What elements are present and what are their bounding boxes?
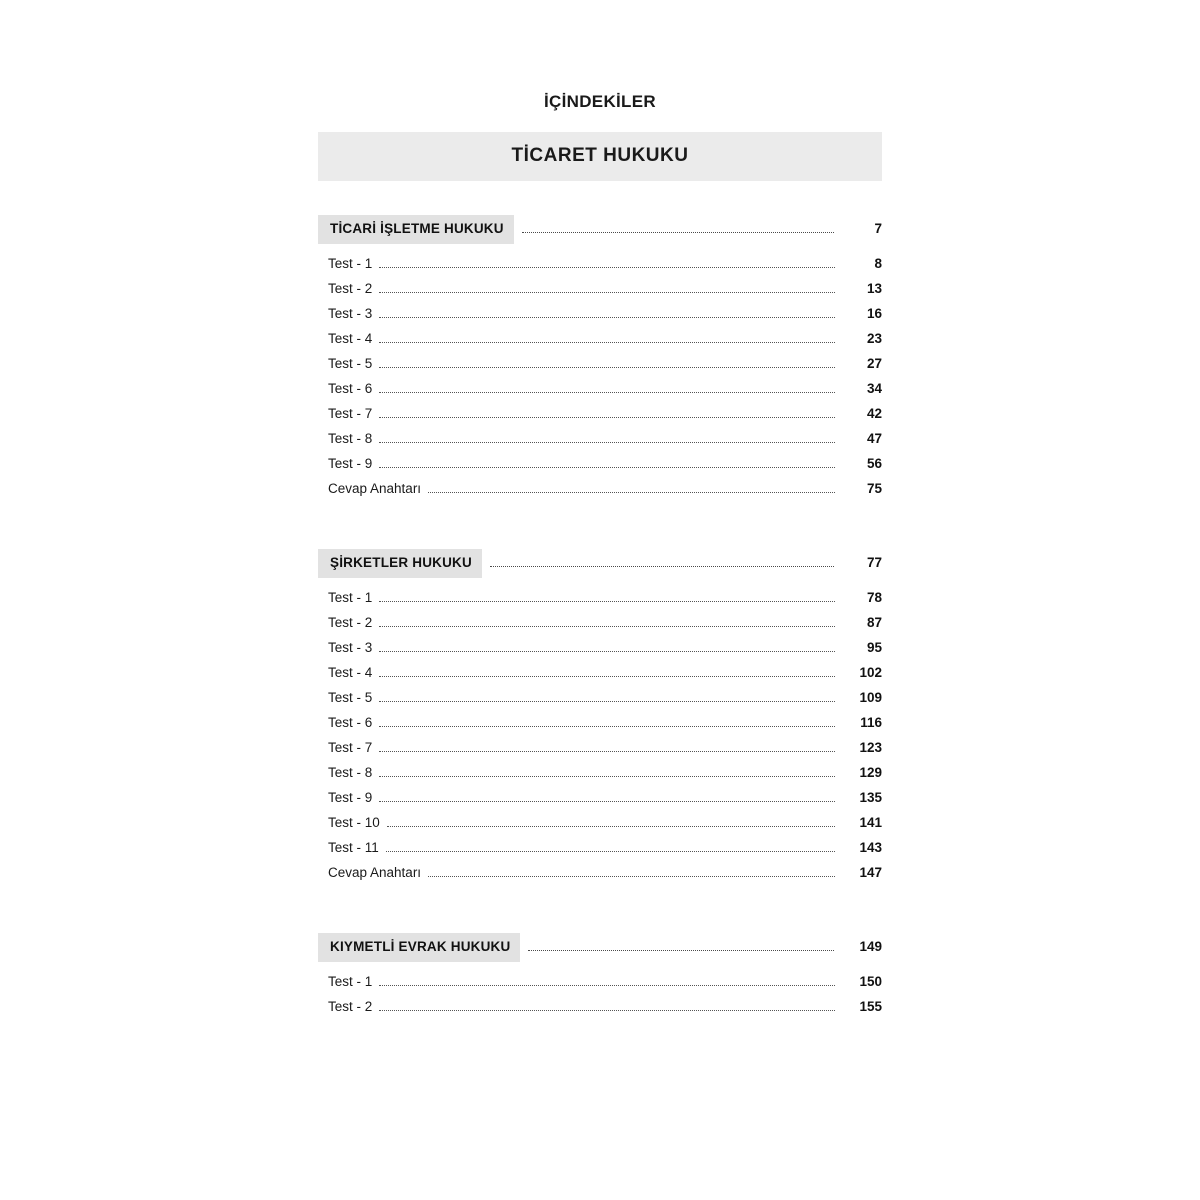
toc-section bbox=[318, 215, 882, 497]
toc-entry-label: Test - 2 bbox=[328, 998, 373, 1014]
toc-entry-label: Test - 10 bbox=[328, 814, 380, 830]
toc-entry-label: Test - 6 bbox=[328, 714, 373, 730]
dot-leader bbox=[428, 491, 835, 493]
toc-entry[interactable] bbox=[318, 306, 882, 322]
toc-entry[interactable] bbox=[318, 356, 882, 372]
toc-entry-label: Test - 4 bbox=[328, 330, 373, 346]
toc-entry[interactable] bbox=[318, 665, 882, 681]
toc-entry-page-number: 129 bbox=[859, 764, 882, 780]
toc-entry-label: Test - 9 bbox=[328, 789, 373, 805]
toc-entry-label: Test - 1 bbox=[328, 589, 373, 605]
toc-entry-page-number: 78 bbox=[866, 589, 882, 605]
toc-entry[interactable] bbox=[318, 715, 882, 731]
toc-entry[interactable] bbox=[318, 740, 882, 756]
toc-section-label: TİCARİ İŞLETME HUKUKU bbox=[318, 215, 514, 244]
toc-entry-page-number: 87 bbox=[866, 614, 882, 630]
toc-entry[interactable] bbox=[318, 974, 882, 990]
toc-entry[interactable] bbox=[318, 281, 882, 297]
toc-entry-label: Test - 7 bbox=[328, 739, 373, 755]
toc-entry[interactable] bbox=[318, 431, 882, 447]
dot-leader bbox=[379, 466, 835, 468]
toc-entry-page-number: 95 bbox=[866, 639, 882, 655]
toc-entry-page-number: 109 bbox=[859, 689, 882, 705]
toc-entry-page-number: 16 bbox=[866, 305, 882, 321]
toc-entry-label: Test - 1 bbox=[328, 255, 373, 271]
toc-entry-page-number: 155 bbox=[859, 998, 882, 1014]
toc-entry-page-number: 147 bbox=[859, 864, 882, 880]
dot-leader bbox=[379, 291, 835, 293]
toc-section-label: ŞİRKETLER HUKUKU bbox=[318, 549, 482, 578]
toc-entry-page-number: 42 bbox=[866, 405, 882, 421]
toc-entry-page-number: 116 bbox=[860, 714, 882, 730]
toc-entry-page-number: 135 bbox=[859, 789, 882, 805]
table-of-contents bbox=[318, 92, 882, 1045]
dot-leader bbox=[379, 416, 835, 418]
toc-entry-page-number: 13 bbox=[866, 280, 882, 296]
toc-entry-page-number: 141 bbox=[859, 814, 882, 830]
dot-leader bbox=[522, 231, 834, 233]
toc-entry[interactable] bbox=[318, 256, 882, 272]
toc-entry[interactable] bbox=[318, 999, 882, 1015]
dot-leader bbox=[528, 949, 834, 951]
toc-section-page-number: 149 bbox=[859, 938, 882, 954]
dot-leader bbox=[379, 600, 835, 602]
toc-entry[interactable] bbox=[318, 690, 882, 706]
toc-entry[interactable] bbox=[318, 381, 882, 397]
toc-entry[interactable] bbox=[318, 406, 882, 422]
dot-leader bbox=[379, 441, 835, 443]
toc-section-header[interactable] bbox=[318, 215, 882, 244]
section-spacer bbox=[318, 527, 882, 549]
toc-entry-label: Test - 2 bbox=[328, 614, 373, 630]
toc-entry-label: Cevap Anahtarı bbox=[328, 480, 422, 496]
dot-leader bbox=[379, 266, 835, 268]
dot-leader bbox=[379, 675, 835, 677]
dot-leader bbox=[490, 565, 834, 567]
dot-leader bbox=[379, 316, 835, 318]
dot-leader bbox=[379, 650, 835, 652]
toc-entry-page-number: 34 bbox=[866, 380, 882, 396]
toc-entry[interactable] bbox=[318, 815, 882, 831]
toc-entry-page-number: 56 bbox=[866, 455, 882, 471]
toc-entry-label: Test - 8 bbox=[328, 430, 373, 446]
toc-section bbox=[318, 933, 882, 1015]
dot-leader bbox=[379, 700, 835, 702]
dot-leader bbox=[379, 1009, 835, 1011]
toc-section-header[interactable] bbox=[318, 933, 882, 962]
dot-leader bbox=[428, 875, 835, 877]
toc-entry-label: Test - 3 bbox=[328, 639, 373, 655]
toc-entry[interactable] bbox=[318, 765, 882, 781]
dot-leader bbox=[379, 391, 835, 393]
dot-leader bbox=[379, 775, 835, 777]
toc-entry-page-number: 75 bbox=[866, 480, 882, 496]
toc-entry-page-number: 143 bbox=[859, 839, 882, 855]
toc-entry-page-number: 47 bbox=[866, 430, 882, 446]
toc-entry-label: Test - 6 bbox=[328, 380, 373, 396]
toc-entry-label: Test - 2 bbox=[328, 280, 373, 296]
toc-entry[interactable] bbox=[318, 615, 882, 631]
toc-entry-label: Test - 5 bbox=[328, 689, 373, 705]
toc-entry-page-number: 102 bbox=[859, 664, 882, 680]
dot-leader bbox=[387, 825, 835, 827]
toc-entry-label: Test - 8 bbox=[328, 764, 373, 780]
toc-entry-label: Test - 5 bbox=[328, 355, 373, 371]
toc-entry-label: Test - 9 bbox=[328, 455, 373, 471]
toc-entry-label: Test - 1 bbox=[328, 973, 373, 989]
toc-entry-page-number: 8 bbox=[874, 255, 882, 271]
dot-leader bbox=[379, 800, 835, 802]
toc-entry-page-number: 23 bbox=[866, 330, 882, 346]
toc-entry[interactable] bbox=[318, 590, 882, 606]
page-title: İÇİNDEKİLER bbox=[544, 92, 656, 111]
toc-entry-page-number: 27 bbox=[866, 355, 882, 371]
toc-entry[interactable] bbox=[318, 790, 882, 806]
toc-entry-label: Test - 3 bbox=[328, 305, 373, 321]
toc-section-page-number: 7 bbox=[874, 221, 882, 236]
dot-leader bbox=[379, 366, 835, 368]
toc-entry-label: Test - 11 bbox=[328, 839, 379, 855]
toc-section-header[interactable] bbox=[318, 549, 882, 578]
toc-entry[interactable] bbox=[318, 640, 882, 656]
subject-banner: TİCARET HUKUKU bbox=[318, 132, 882, 181]
toc-entry[interactable] bbox=[318, 481, 882, 497]
dot-leader bbox=[379, 625, 835, 627]
toc-entry-label: Cevap Anahtarı bbox=[328, 864, 422, 880]
toc-entry[interactable] bbox=[318, 456, 882, 472]
dot-leader bbox=[379, 750, 835, 752]
toc-entry[interactable] bbox=[318, 331, 882, 347]
dot-leader bbox=[379, 984, 835, 986]
toc-section-label: KIYMETLİ EVRAK HUKUKU bbox=[318, 933, 520, 962]
toc-entry[interactable] bbox=[318, 840, 882, 856]
toc-entry-page-number: 123 bbox=[859, 739, 882, 755]
dot-leader bbox=[386, 850, 835, 852]
toc-sections bbox=[318, 215, 882, 1015]
section-spacer bbox=[318, 911, 882, 933]
toc-entry-label: Test - 4 bbox=[328, 664, 373, 680]
toc-entry[interactable] bbox=[318, 865, 882, 881]
dot-leader bbox=[379, 341, 835, 343]
dot-leader bbox=[379, 725, 835, 727]
toc-entry-page-number: 150 bbox=[859, 973, 882, 989]
toc-entry-label: Test - 7 bbox=[328, 405, 373, 421]
toc-section bbox=[318, 549, 882, 881]
toc-section-page-number: 77 bbox=[866, 554, 882, 570]
